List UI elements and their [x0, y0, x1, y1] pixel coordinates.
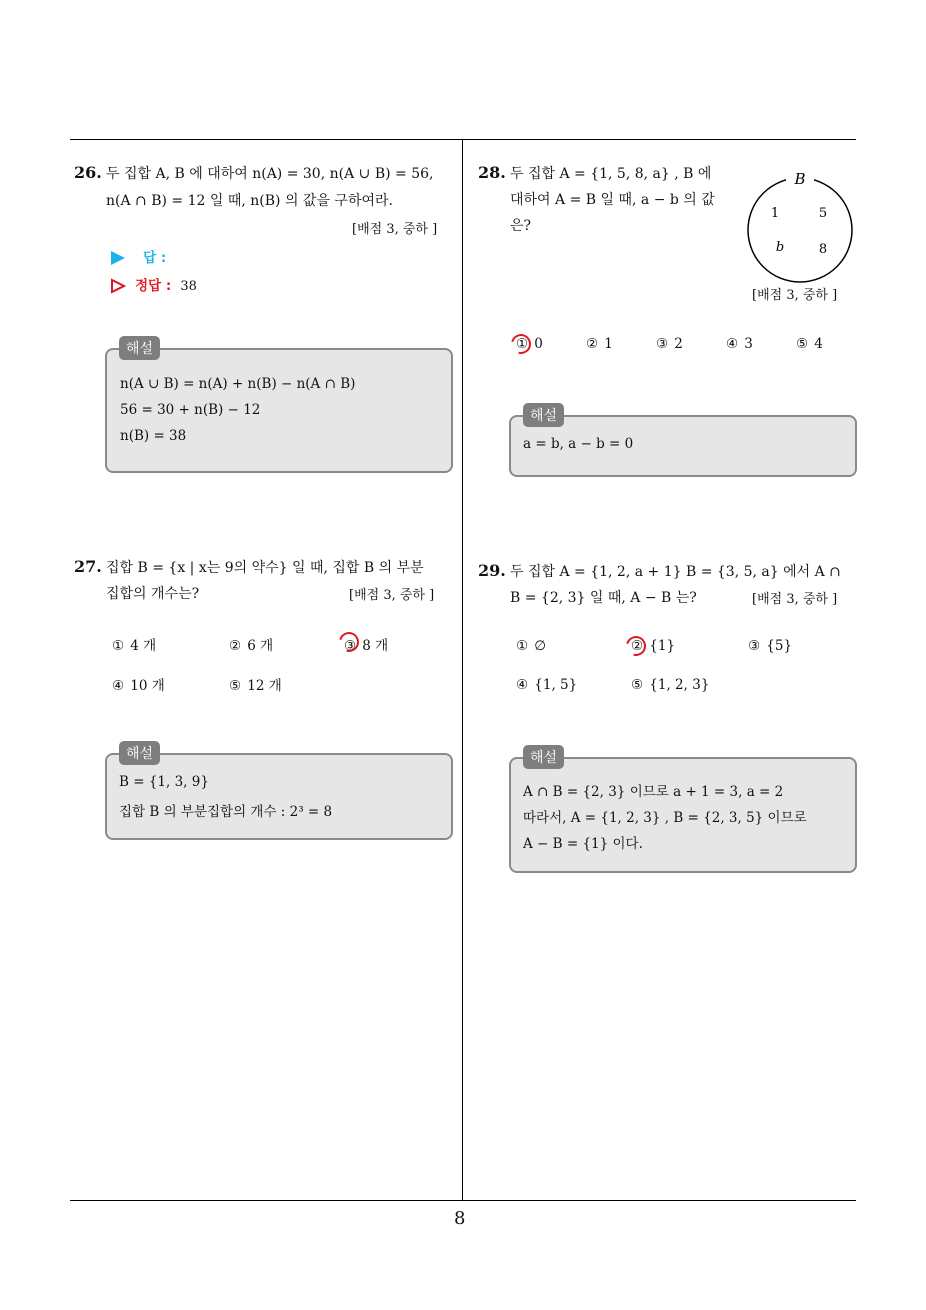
q27-explanation-line: B = {1, 3, 9}	[119, 774, 209, 790]
option-marker: ③	[655, 336, 669, 352]
q29-line2: B = {2, 3} 일 때, A − B 는?	[510, 590, 697, 606]
column-divider	[462, 139, 463, 1201]
q27-explanation-box	[105, 753, 453, 840]
q28-number: 28.	[478, 163, 506, 182]
q28-option-2[interactable]	[584, 336, 613, 352]
q27-option-5[interactable]	[227, 674, 282, 694]
option-text: 2	[674, 336, 683, 352]
q29-option-3[interactable]	[746, 638, 792, 654]
q29-line1: 두 집합 A = {1, 2, a + 1} B = {3, 5, a} 에서 A ∩	[510, 564, 841, 580]
q28-meta: [배점 3, 중하 ]	[752, 288, 838, 303]
q27-option-1[interactable]	[110, 634, 156, 654]
q26-explanation-line: n(B) = 38	[120, 428, 187, 444]
q27-explanation-title: 해설	[119, 741, 160, 765]
option-marker: ⑤	[630, 677, 644, 693]
option-marker: ④	[111, 678, 125, 694]
option-marker: ④	[725, 336, 739, 352]
q26-correct-value: 38	[180, 279, 197, 294]
q28-option-3[interactable]	[654, 336, 683, 352]
q29-option-5[interactable]	[629, 677, 709, 693]
option-text: 8 개	[362, 638, 389, 654]
q26-correct-row	[110, 274, 197, 294]
option-text: 4	[814, 336, 823, 352]
q26-explanation-line: n(A ∪ B) = n(A) + n(B) − n(A ∩ B)	[120, 376, 356, 392]
option-text: 0	[534, 336, 543, 352]
q28-option-5[interactable]	[794, 336, 823, 352]
q27-line2: 집합의 개수는?	[106, 586, 200, 602]
option-marker: ①	[111, 638, 125, 654]
play-arrow-icon	[110, 250, 126, 266]
option-marker: ②	[228, 638, 242, 654]
q28-option-4[interactable]	[724, 336, 753, 352]
venn-diagram	[744, 166, 858, 284]
option-text: 12 개	[247, 678, 282, 694]
option-text: {5}	[766, 638, 793, 654]
page-number: 8	[454, 1208, 466, 1229]
q29-explanation-line: 따라서, A = {1, 2, 3} , B = {2, 3, 5} 이므로	[523, 810, 807, 826]
q26-number: 26.	[74, 163, 102, 182]
option-marker: ⑤	[228, 678, 242, 694]
q29-option-4[interactable]	[514, 677, 577, 693]
option-text: 4 개	[130, 638, 157, 654]
q26-answer-row[interactable]	[110, 246, 166, 266]
option-text: 3	[744, 336, 753, 352]
q28-line2: 대하여 A = B 일 때, a − b 의 값	[510, 192, 715, 208]
q29-explanation-line: A − B = {1} 이다.	[523, 836, 643, 852]
top-rule	[70, 139, 856, 140]
option-marker: ⑤	[795, 336, 809, 352]
venn-element: 1	[770, 206, 780, 221]
q27-option-2[interactable]	[227, 634, 273, 654]
q28-line3: 은?	[510, 218, 532, 234]
selected-answer-circle-icon	[507, 330, 534, 357]
q29-number: 29.	[478, 561, 506, 580]
q29-explanation-line: A ∩ B = {2, 3} 이므로 a + 1 = 3, a = 2	[523, 784, 784, 800]
venn-element: 5	[818, 206, 828, 221]
q28-explanation-line: a = b, a − b = 0	[523, 436, 634, 452]
venn-circle	[748, 178, 852, 282]
option-text: 1	[604, 336, 613, 352]
q26-explanation-line: 56 = 30 + n(B) − 12	[120, 402, 261, 418]
q27-line1: 집합 B = {x | x는 9의 약수} 일 때, 집합 B 의 부분	[106, 560, 424, 576]
option-text: 10 개	[130, 678, 165, 694]
q28-line1: 두 집합 A = {1, 5, 8, a} , B 에	[510, 166, 712, 182]
option-marker: ①	[515, 638, 529, 654]
q27-explanation-line: 집합 B 의 부분집합의 개수 : 2³ = 8	[119, 804, 333, 820]
venn-element: b	[775, 240, 785, 255]
option-marker: ①	[515, 336, 529, 352]
option-text: ∅	[534, 638, 547, 654]
venn-label: B	[794, 170, 806, 188]
q27-option-4[interactable]	[110, 674, 165, 694]
q29-option-1[interactable]	[514, 638, 546, 654]
outline-arrow-icon	[110, 278, 126, 294]
option-marker: ③	[747, 638, 761, 654]
option-text: {1, 5}	[534, 677, 578, 693]
q29-meta: [배점 3, 중하 ]	[752, 592, 838, 607]
venn-element: 8	[818, 242, 828, 257]
option-marker: ④	[515, 677, 529, 693]
option-marker: ③	[343, 638, 357, 654]
bottom-rule	[70, 1200, 856, 1201]
q26-meta: [배점 3, 중하 ]	[352, 222, 438, 237]
q28-explanation-title: 해설	[523, 403, 564, 427]
q29-explanation-title: 해설	[523, 745, 564, 769]
q27-meta: [배점 3, 중하 ]	[349, 588, 435, 603]
option-text: {1, 2, 3}	[649, 677, 710, 693]
q26-line1: 두 집합 A, B 에 대하여 n(A) = 30, n(A ∪ B) = 56,	[106, 166, 434, 182]
q26-correct-label: 정답 :	[135, 278, 172, 294]
q26-line2: n(A ∩ B) = 12 일 때, n(B) 의 값을 구하여라.	[106, 193, 393, 209]
q27-number: 27.	[74, 557, 102, 576]
q26-explanation-title: 해설	[119, 336, 160, 360]
q26-answer-prefix: 답 :	[143, 250, 167, 266]
selected-answer-circle-icon	[622, 632, 649, 659]
option-text: {1}	[649, 638, 676, 654]
option-marker: ②	[585, 336, 599, 352]
option-marker: ②	[630, 638, 644, 654]
option-text: 6 개	[247, 638, 274, 654]
